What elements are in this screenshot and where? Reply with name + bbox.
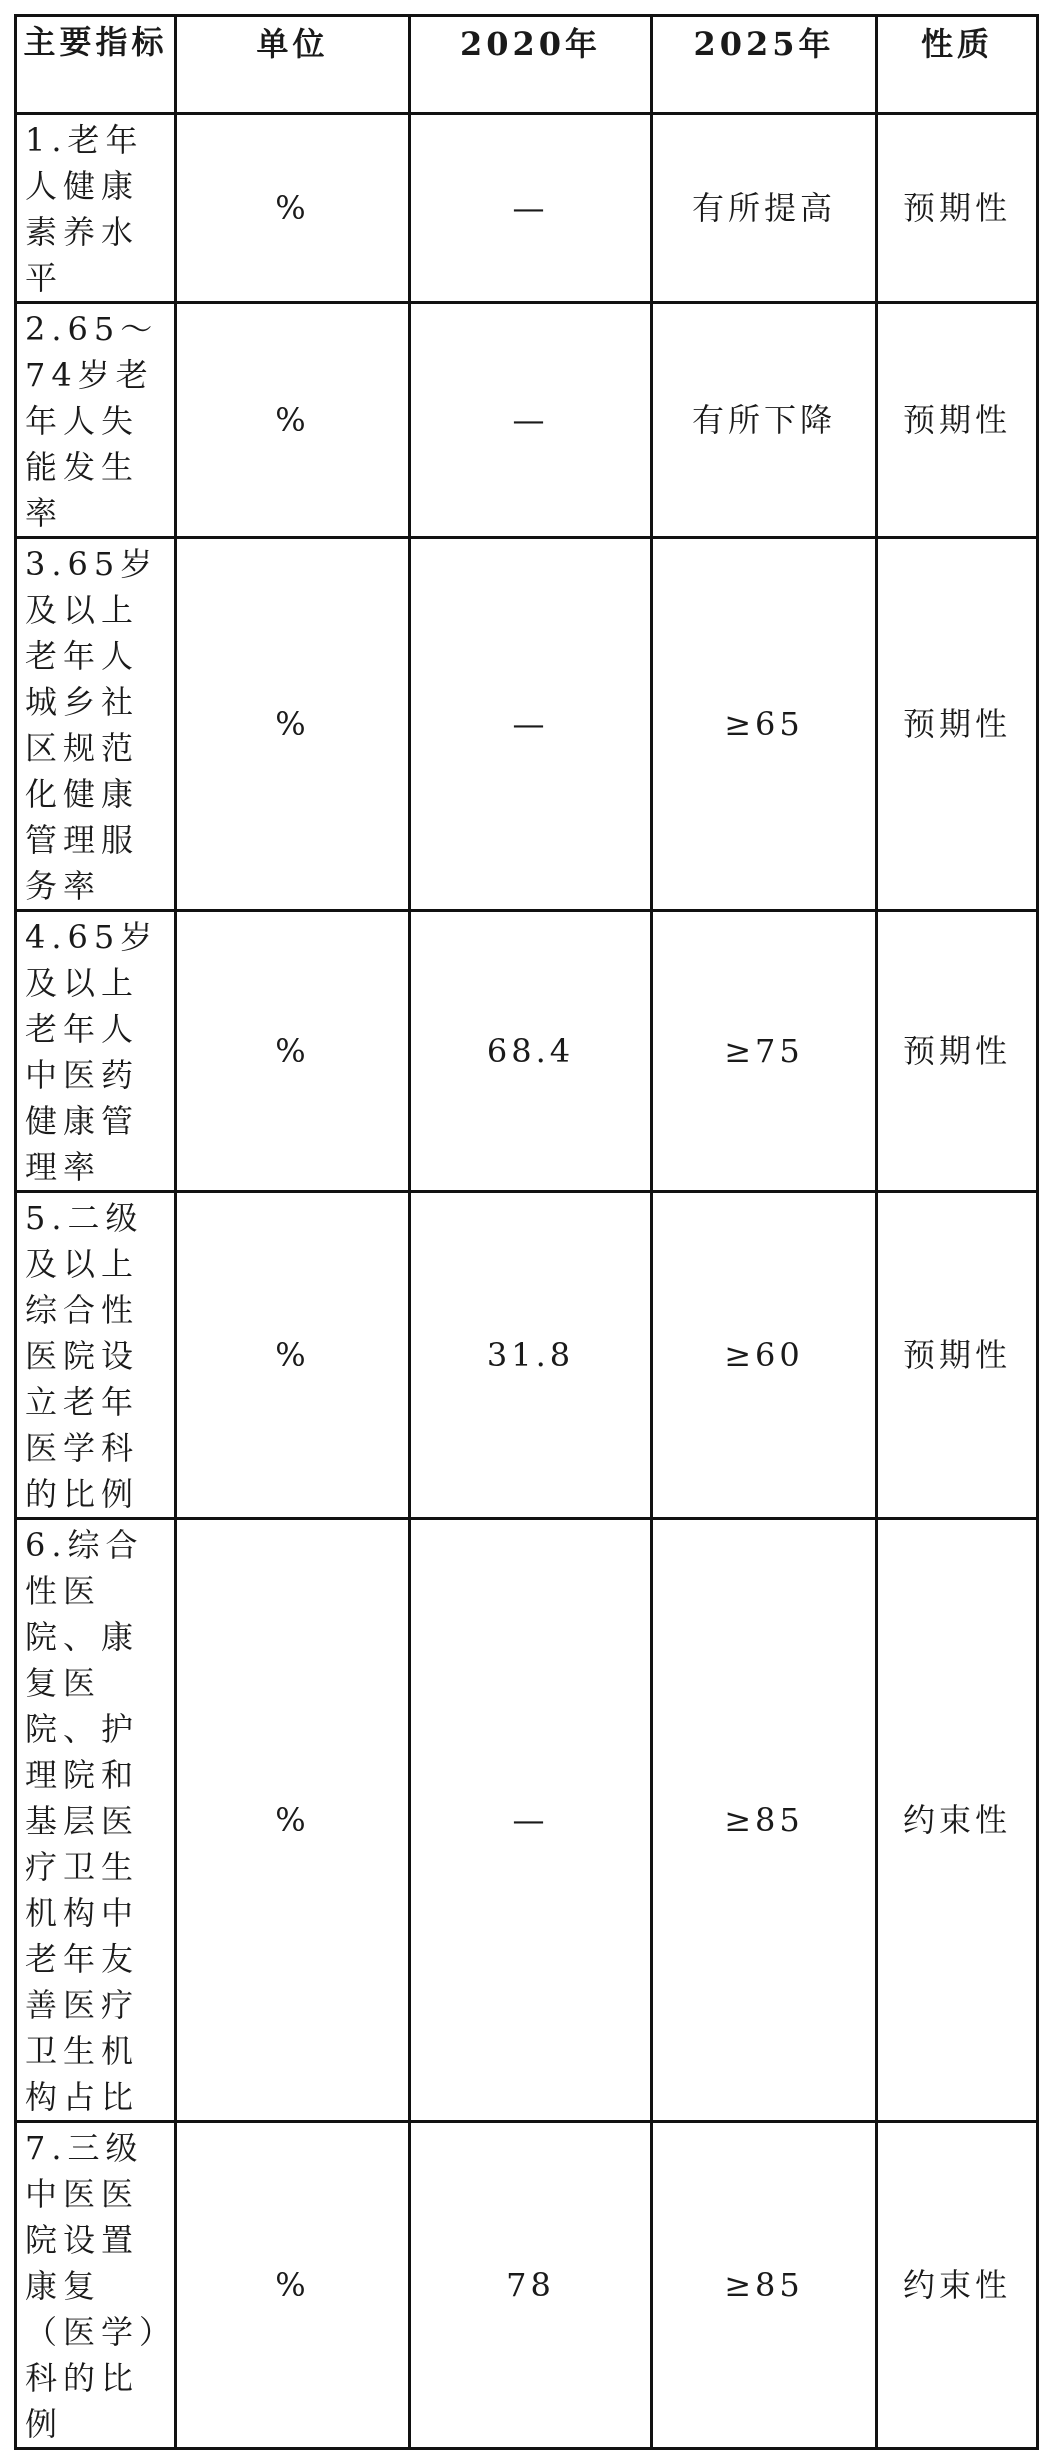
nature-cell: 预期性: [877, 1192, 1038, 1519]
indicator-name: 4.65岁及以上老年人中医药健康管理率: [25, 918, 159, 1186]
value-2020-cell: —: [410, 114, 652, 303]
header-row: [16, 16, 1038, 114]
target-2025-cell: 有所提高: [652, 114, 877, 303]
unit-cell: %: [176, 538, 410, 911]
indicator-name: 2.65～74岁老年人失能发生率: [25, 310, 159, 532]
header-year-2020: 2020年: [410, 16, 652, 114]
target-2025-cell: ≥85: [652, 2122, 877, 2449]
header-year-2025: 2025年: [652, 16, 877, 114]
table-row: [16, 303, 1038, 538]
target-2025-cell: 有所下降: [652, 303, 877, 538]
indicator-table: [14, 14, 1039, 2450]
unit-cell: %: [176, 303, 410, 538]
unit-cell: %: [176, 1192, 410, 1519]
indicator-name: 3.65岁及以上老年人城乡社区规范化健康管理服务率: [25, 545, 159, 905]
unit-cell: %: [176, 114, 410, 303]
value-2020-cell: 68.4: [410, 911, 652, 1192]
unit-cell: %: [176, 911, 410, 1192]
unit-cell: %: [176, 2122, 410, 2449]
indicator-name-cell: [16, 911, 176, 1192]
nature-cell: 约束性: [877, 2122, 1038, 2449]
target-2025-cell: ≥85: [652, 1519, 877, 2122]
value-2020-cell: —: [410, 303, 652, 538]
indicator-name: 6.综合性医院、康复医院、护理院和基层医疗卫生机构中老年友善医疗卫生机构占比: [25, 1526, 144, 2116]
value-2020-cell: —: [410, 1519, 652, 2122]
value-2020-cell: 78: [410, 2122, 652, 2449]
value-2020-cell: 31.8: [410, 1192, 652, 1519]
table-row: [16, 911, 1038, 1192]
table-row: [16, 538, 1038, 911]
nature-cell: 预期性: [877, 911, 1038, 1192]
table-row: [16, 114, 1038, 303]
target-2025-cell: ≥60: [652, 1192, 877, 1519]
unit-cell: %: [176, 1519, 410, 2122]
table-row: [16, 2122, 1038, 2449]
header-indicator: 主要指标: [16, 16, 176, 114]
table-row: [16, 1519, 1038, 2122]
indicator-name-cell: [16, 538, 176, 911]
indicator-name: 7.三级中医医院设置康复（医学）科的比例: [25, 2129, 162, 2443]
indicator-name: 1.老年人健康素养水平: [25, 121, 144, 297]
indicator-name: 5.二级及以上综合性医院设立老年医学科的比例: [25, 1199, 144, 1513]
nature-cell: 约束性: [877, 1519, 1038, 2122]
indicator-name-cell: [16, 303, 176, 538]
target-2025-cell: ≥65: [652, 538, 877, 911]
indicator-name-cell: [16, 1192, 176, 1519]
indicator-name-cell: [16, 1519, 176, 2122]
table-row: [16, 1192, 1038, 1519]
header-unit: 单位: [176, 16, 410, 114]
target-2025-cell: ≥75: [652, 911, 877, 1192]
value-2020-cell: —: [410, 538, 652, 911]
nature-cell: 预期性: [877, 114, 1038, 303]
indicator-name-cell: [16, 2122, 176, 2449]
nature-cell: 预期性: [877, 303, 1038, 538]
header-nature: 性质: [877, 16, 1038, 114]
nature-cell: 预期性: [877, 538, 1038, 911]
indicator-name-cell: [16, 114, 176, 303]
